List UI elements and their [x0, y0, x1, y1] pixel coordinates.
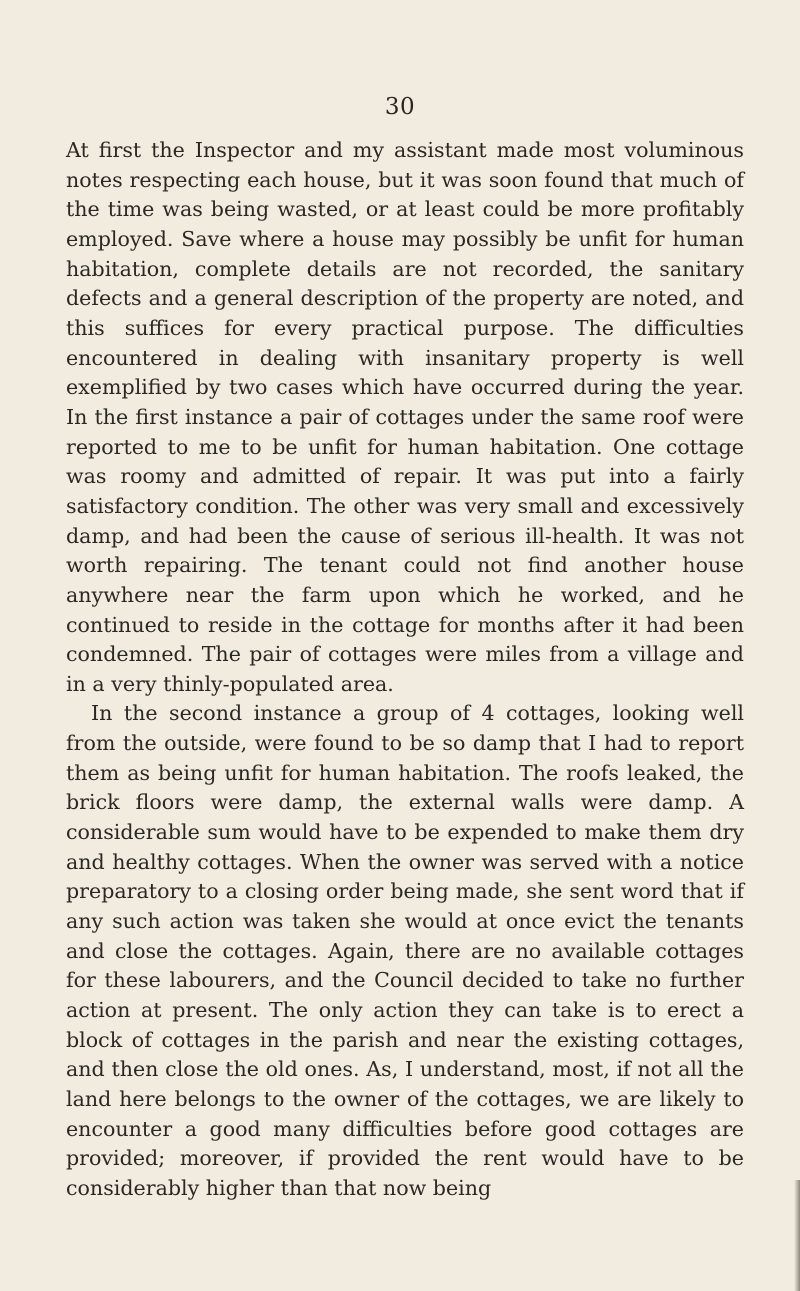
paragraph-2: In the second instance a group of 4 cottages, looking well from the outside, were found to be so damp that I had to report them as being unfit for human habitation. The roofs leaked, the brick floors were damp, the external walls were damp. A considerable sum would have to be expended to make them dry and healthy cottages. When the owner was served with a notice preparatory to a closing order being made, she sent word that if any such action was taken she would at once evict the tenants and close the cottages. Again, there are no available cottages for these labourers, and the Council decided to take no further action at present. The only action they can take is to erect a block of cottages in the parish and near the existing cottages, and then close the old ones. As, I understand, most, if not all the land here belongs to the owner of the cottages, we are likely to encounter a good many difficulties before good cottages are provided; moreover, if provided the rent would have to be considerably higher than that now being	[66, 701, 744, 1200]
body-text	[66, 136, 744, 1204]
page-number: 30	[384, 94, 416, 120]
paragraph-1: At first the Inspector and my assistant made most voluminous notes respecting each house, but it was soon found that much of the time was being wasted, or at least could be more profitably employed. Save where a house may possibly be unfit for human habitation, complete details are not recorded, the sanitary defects and a general description of the property are noted, and this suffices for every practical purpose. The difficulties encountered in dealing with insanitary property is well exemplified by two cases which have occurred during the year. In the first instance a pair of cottages under the same roof were reported to me to be unfit for human habitation. One cottage was roomy and admitted of repair. It was put into a fairly satisfactory condition. The other was very small and excessively damp, and had been the cause of serious ill-health. It was not worth repairing. The tenant could not find another house anywhere near the farm upon which he worked, and he continued to reside in the cottage for months after it had been condemned. The pair of cottages were miles from a village and in a very thinly-populated area.	[66, 138, 744, 696]
page-edge-shadow	[794, 1180, 800, 1291]
